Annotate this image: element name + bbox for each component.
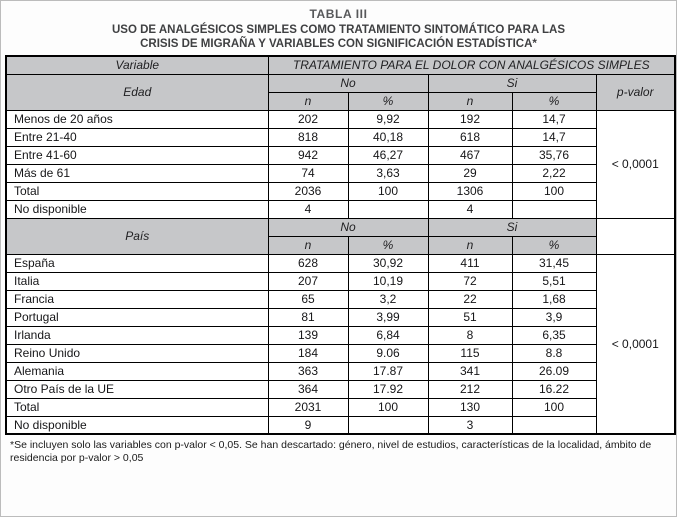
cell-si-pct: 100	[512, 182, 596, 200]
cell-no-n: 2036	[268, 182, 348, 200]
cell-no-pct	[348, 200, 428, 218]
cell-no-n: 184	[268, 344, 348, 362]
cell-si-pct: 5,51	[512, 272, 596, 290]
cell-no-pct: 30,92	[348, 254, 428, 272]
col-header-pct: %	[512, 92, 596, 110]
row-label: Francia	[6, 290, 268, 308]
cell-no-n: 81	[268, 308, 348, 326]
cell-si-n: 467	[428, 146, 512, 164]
p-value-spacer	[596, 218, 675, 254]
cell-no-n: 363	[268, 362, 348, 380]
cell-no-pct: 9.06	[348, 344, 428, 362]
cell-no-pct: 6,84	[348, 326, 428, 344]
cell-no-n: 202	[268, 110, 348, 128]
cell-si-n: 411	[428, 254, 512, 272]
cell-no-pct: 3,99	[348, 308, 428, 326]
cell-no-pct: 40,18	[348, 128, 428, 146]
cell-no-pct: 46,27	[348, 146, 428, 164]
cell-si-n: 341	[428, 362, 512, 380]
section-header-edad: Edad	[6, 74, 268, 110]
row-label: No disponible	[6, 416, 268, 434]
cell-no-pct: 3,63	[348, 164, 428, 182]
cell-no-n: 818	[268, 128, 348, 146]
row-label: Más de 61	[6, 164, 268, 182]
cell-si-n: 130	[428, 398, 512, 416]
title-block	[5, 7, 672, 51]
table-row	[6, 200, 675, 218]
table-row	[6, 128, 675, 146]
col-header-si: Si	[428, 74, 596, 92]
cell-si-n: 212	[428, 380, 512, 398]
cell-no-n: 139	[268, 326, 348, 344]
table-row	[6, 164, 675, 182]
row-label: Alemania	[6, 362, 268, 380]
row-label: Irlanda	[6, 326, 268, 344]
row-label: Entre 21-40	[6, 128, 268, 146]
cell-si-pct: 26.09	[512, 362, 596, 380]
col-header-n: n	[428, 236, 512, 254]
p-value-pais: < 0,0001	[596, 254, 675, 434]
col-header-pct: %	[348, 92, 428, 110]
cell-si-pct: 100	[512, 398, 596, 416]
cell-si-pct: 6,35	[512, 326, 596, 344]
cell-si-n: 29	[428, 164, 512, 182]
cell-no-n: 9	[268, 416, 348, 434]
statistics-table	[5, 55, 676, 435]
header-row-pais	[6, 218, 675, 236]
row-label: Italia	[6, 272, 268, 290]
cell-si-n: 4	[428, 200, 512, 218]
col-header-no: No	[268, 74, 428, 92]
cell-si-pct	[512, 200, 596, 218]
cell-no-n: 942	[268, 146, 348, 164]
table-row	[6, 362, 675, 380]
cell-si-pct: 31,45	[512, 254, 596, 272]
cell-no-pct: 3,2	[348, 290, 428, 308]
cell-si-n: 22	[428, 290, 512, 308]
table-row	[6, 398, 675, 416]
cell-si-pct: 35,76	[512, 146, 596, 164]
table-row	[6, 344, 675, 362]
header-row-edad	[6, 74, 675, 92]
cell-no-pct: 9,92	[348, 110, 428, 128]
row-label: Portugal	[6, 308, 268, 326]
cell-si-pct: 14,7	[512, 128, 596, 146]
row-label: España	[6, 254, 268, 272]
cell-no-pct: 100	[348, 398, 428, 416]
cell-no-n: 74	[268, 164, 348, 182]
cell-si-n: 3	[428, 416, 512, 434]
header-row-main	[6, 56, 675, 74]
cell-si-pct	[512, 416, 596, 434]
row-label: Menos de 20 años	[6, 110, 268, 128]
col-header-si: Si	[428, 218, 596, 236]
table-row	[6, 254, 675, 272]
cell-si-n: 8	[428, 326, 512, 344]
cell-no-n: 207	[268, 272, 348, 290]
cell-si-pct: 16.22	[512, 380, 596, 398]
cell-si-pct: 1,68	[512, 290, 596, 308]
cell-si-n: 192	[428, 110, 512, 128]
cell-si-n: 72	[428, 272, 512, 290]
col-header-n: n	[268, 92, 348, 110]
col-header-variable: Variable	[6, 56, 268, 74]
table-footnote: *Se incluyen solo las variables con p-valor < 0,05. Se han descartado: género, nivel de estudios, características de la localidad, ámbito de residencia por p-valor > 0,05	[10, 439, 652, 464]
row-label: Reino Unido	[6, 344, 268, 362]
cell-no-n: 2031	[268, 398, 348, 416]
cell-no-pct	[348, 416, 428, 434]
col-header-pct: %	[348, 236, 428, 254]
cell-si-n: 51	[428, 308, 512, 326]
cell-si-pct: 3,9	[512, 308, 596, 326]
row-label: Entre 41-60	[6, 146, 268, 164]
section-header-pais: País	[6, 218, 268, 254]
cell-si-n: 1306	[428, 182, 512, 200]
col-header-n: n	[268, 236, 348, 254]
table-subtitle: USO DE ANALGÉSICOS SIMPLES COMO TRATAMIENTO SINTOMÁTICO PARA LAS CRISIS DE MIGRAÑA Y VARIABLES CON SIGNIFICACIÓN ESTADÍSTICA*	[112, 24, 565, 50]
table-row	[6, 308, 675, 326]
cell-si-n: 115	[428, 344, 512, 362]
row-label: Total	[6, 398, 268, 416]
row-label: No disponible	[6, 200, 268, 218]
cell-no-n: 628	[268, 254, 348, 272]
table-row	[6, 110, 675, 128]
table-title: TABLA III	[309, 7, 368, 21]
cell-si-pct: 14,7	[512, 110, 596, 128]
cell-no-pct: 10,19	[348, 272, 428, 290]
p-value-edad: < 0,0001	[596, 110, 675, 218]
col-header-no: No	[268, 218, 428, 236]
cell-no-n: 364	[268, 380, 348, 398]
cell-no-n: 4	[268, 200, 348, 218]
cell-si-pct: 8.8	[512, 344, 596, 362]
cell-no-pct: 17.87	[348, 362, 428, 380]
table-row	[6, 146, 675, 164]
table-row	[6, 290, 675, 308]
col-header-treatment: TRATAMIENTO PARA EL DOLOR CON ANALGÉSICOS SIMPLES	[268, 56, 675, 74]
table-row	[6, 182, 675, 200]
col-header-pct: %	[512, 236, 596, 254]
cell-si-n: 618	[428, 128, 512, 146]
cell-no-pct: 17.92	[348, 380, 428, 398]
table-row	[6, 326, 675, 344]
table-row	[6, 272, 675, 290]
cell-no-n: 65	[268, 290, 348, 308]
cell-si-pct: 2,22	[512, 164, 596, 182]
cell-no-pct: 100	[348, 182, 428, 200]
col-header-pvalue: p-valor	[596, 74, 675, 110]
col-header-n: n	[428, 92, 512, 110]
row-label: Total	[6, 182, 268, 200]
row-label: Otro País de la UE	[6, 380, 268, 398]
table-row	[6, 416, 675, 434]
table-row	[6, 380, 675, 398]
